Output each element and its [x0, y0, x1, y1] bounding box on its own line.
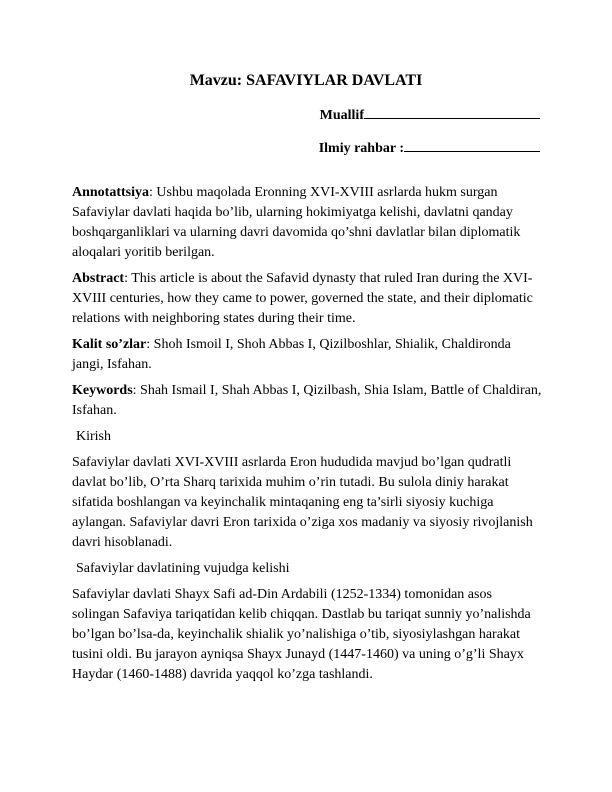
author-line: [320, 104, 540, 125]
author-label: Muallif: [319, 108, 364, 123]
section1-heading: Safaviylar davlatining vujudga kelishi: [76, 561, 290, 576]
abstract-label: Abstract: [72, 271, 125, 286]
document-body: [72, 183, 542, 691]
advisor-line: [319, 137, 540, 158]
annotation-label: Annotattsiya: [72, 185, 150, 200]
keywords-uz-label: Kalit so’zlar: [72, 337, 147, 352]
keywords-uz-text: : Shoh Ismoil I, Shoh Abbas I, Qizilboshlar, Shialik, Chaldironda jangi, Isfahan.: [72, 337, 511, 372]
section1-paragraph: Safaviylar davlati Shayx Safi ad-Din Ardabili (1252-1334) tomonidan asos solingan Safaviya tariqatidan kelib chiqqan. Dastlab bu tariqat sunniy yo’nalishda bo’lgan bo’lsa-da, keyinchalik shialik yo’nalishiga o’tib, siyosiylashgan harakat tusini oldi. Bu jarayon ayniqsa Shayx Junayd (1447-1460) va uning o’g’li Shayx Haydar (1460-1488) davrida yaqqol ko’zga tashlandi.: [72, 587, 531, 682]
advisor-label: Ilmiy rahbar :: [318, 141, 404, 156]
annotation-text: : Ushbu maqolada Eronning XVI-XVIII asrlarda hukm surgan Safaviylar davlati haqida bo’lib, ularning hokimiyatga kelishi, davlatni qanday boshqarganliklari va ularning davri davomida qo’shni davlatlar bilan diplomatik aloqalari yoritib berilgan.: [72, 185, 521, 260]
abstract-paragraph: [72, 269, 542, 329]
keywords-uz-paragraph: [72, 335, 542, 375]
intro-heading: Kirish: [76, 429, 111, 444]
keywords-en-text: : Shah Ismail I, Shah Abbas I, Qizilbash, Shia Islam, Battle of Chaldiran, Isfahan.: [72, 383, 542, 418]
abstract-text: : This article is about the Safavid dynasty that ruled Iran during the XVI-XVIII centuries, how they came to power, governed the state, and their diplomatic relations with neighboring states during their time.: [72, 271, 533, 326]
document-title: Mavzu: SAFAVIYLAR DAVLATI: [189, 72, 423, 89]
keywords-en-paragraph: [72, 381, 542, 421]
intro-paragraph: Safaviylar davlati XVI-XVIII asrlarda Eron hududida mavjud bo’lgan qudratli davlat bo’lib, O’rta Sharq tarixida muhim o’rin tutadi. Bu sulola diniy harakat sifatida boshlangan va keyinchalik mintaqaning eng ta’sirli siyosiy kuchiga aylangan. Safaviylar davri Eron tarixida o’ziga xos madaniy va siyosiy rivojlanish davri hisoblanadi.: [72, 455, 533, 550]
annotation-paragraph: [72, 183, 542, 263]
keywords-en-label: Keywords: [72, 383, 133, 398]
author-blank: [364, 104, 540, 119]
advisor-blank: [404, 137, 540, 152]
